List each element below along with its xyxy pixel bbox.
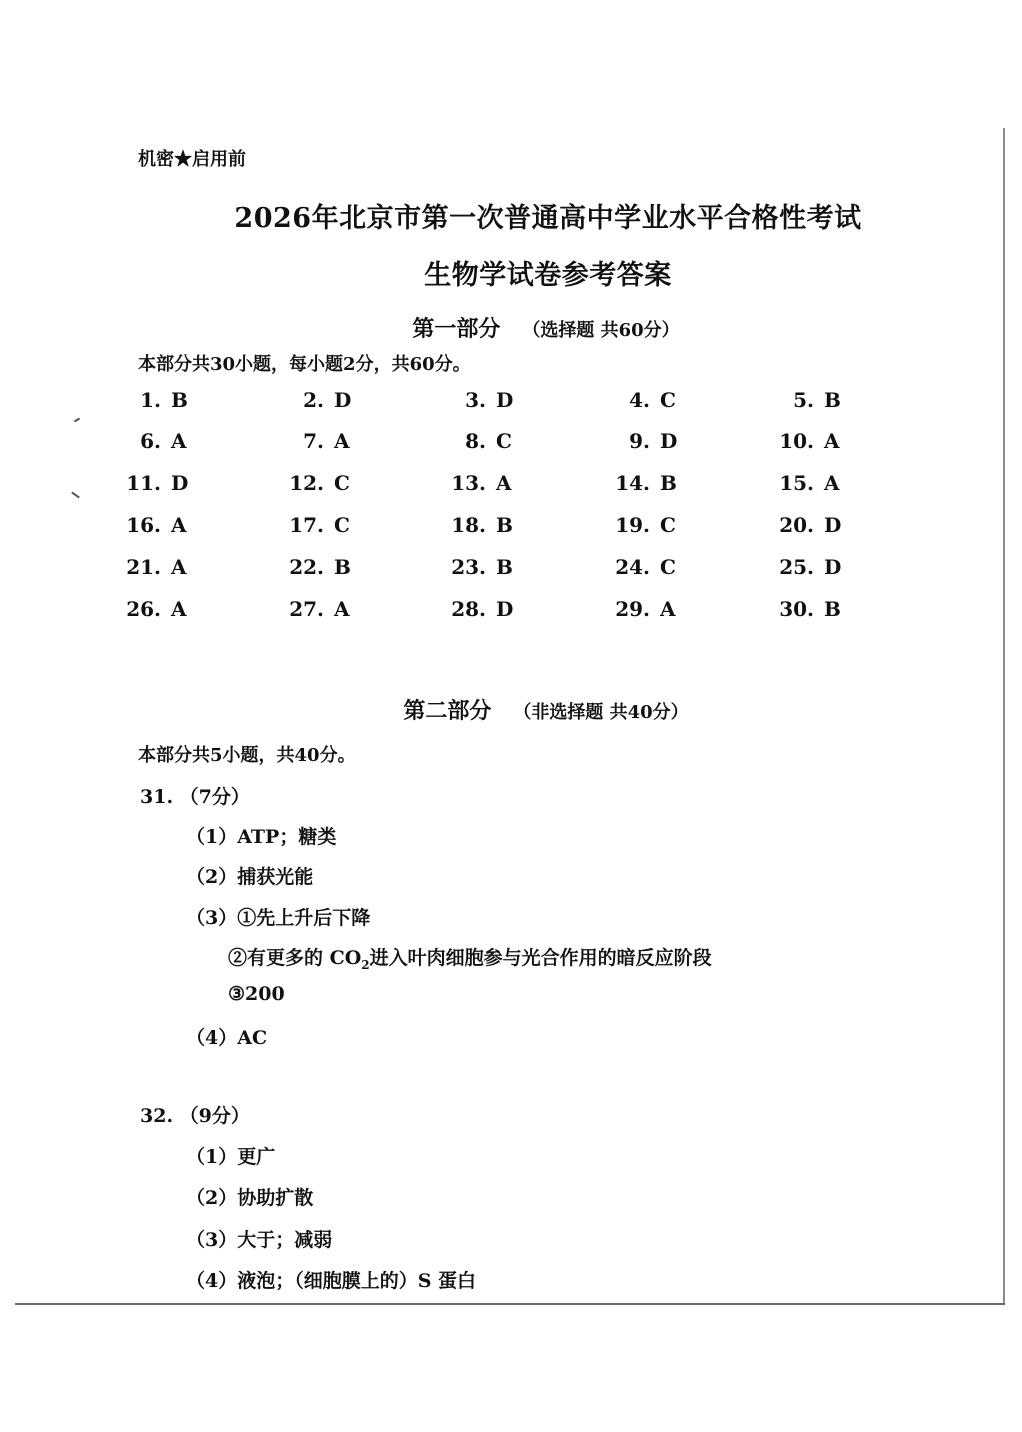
choice-answer: [440, 388, 513, 412]
choice-answer: [768, 513, 841, 537]
page-subtitle: 生物学试卷参考答案: [424, 260, 672, 291]
question-number: 29.: [615, 597, 650, 621]
question-number: 2.: [303, 388, 324, 412]
choice-answer: [604, 471, 677, 495]
answer-letter: B: [496, 513, 513, 537]
question-number: 20.: [779, 513, 814, 537]
choice-answer: [604, 513, 676, 537]
answer-letter: C: [334, 513, 350, 537]
choice-answer: [278, 429, 350, 453]
answer-letter: B: [171, 388, 188, 412]
part2-name: 第二部分: [403, 698, 492, 724]
answer-letter: D: [334, 388, 352, 412]
choice-answer: [115, 555, 187, 579]
answer-letter: A: [171, 597, 187, 621]
question-number: 7.: [303, 429, 324, 453]
answer-letter: D: [824, 555, 842, 579]
answer-letter: B: [496, 555, 513, 579]
answer-letter: B: [824, 597, 841, 621]
choice-answer: [604, 597, 676, 621]
page-bottom-border: [15, 1303, 1005, 1305]
answer-letter: C: [334, 471, 350, 495]
q31-heading: 31. （7分）: [140, 786, 250, 808]
choice-answer: [440, 597, 513, 621]
answer-letter: A: [171, 429, 187, 453]
confidential-label: 机密★启用前: [138, 149, 246, 170]
choice-answer: [768, 471, 840, 495]
choice-answer: [604, 388, 676, 412]
question-number: 13.: [451, 471, 486, 495]
q31-answer-2: （2）捕获光能: [186, 866, 314, 888]
question-number: 10.: [779, 429, 814, 453]
question-number: 17.: [289, 513, 324, 537]
answer-letter: A: [334, 429, 350, 453]
question-number: 28.: [451, 597, 486, 621]
question-number: 14.: [615, 471, 650, 495]
choice-answer: [115, 388, 188, 412]
question-number: 6.: [140, 429, 161, 453]
question-number: 5.: [793, 388, 814, 412]
question-number: 30.: [779, 597, 814, 621]
choice-answer: [604, 429, 677, 453]
q31-answer-4: （4）AC: [186, 1027, 268, 1049]
answer-letter: A: [496, 471, 512, 495]
question-number: 12.: [289, 471, 324, 495]
q31-answer-1: （1）ATP；糖类: [186, 826, 337, 848]
choice-answer: [278, 555, 351, 579]
choice-answer: [278, 513, 350, 537]
answer-letter: A: [824, 471, 840, 495]
choice-answer: [115, 597, 187, 621]
choice-answer: [440, 429, 512, 453]
question-number: 26.: [126, 597, 161, 621]
part1-name: 第一部分: [412, 316, 501, 342]
q32-heading: 32. （9分）: [140, 1105, 250, 1127]
part2-heading: [0, 694, 1022, 725]
choice-answer: [115, 471, 188, 495]
question-number: 8.: [465, 429, 486, 453]
answer-letter: A: [171, 555, 187, 579]
choice-answer: [278, 471, 350, 495]
q32-answer-1: （1）更广: [186, 1146, 276, 1168]
answer-letter: D: [496, 597, 514, 621]
question-number: 23.: [451, 555, 486, 579]
answer-letter: A: [660, 597, 676, 621]
question-number: 21.: [126, 555, 161, 579]
choice-answer: [115, 429, 187, 453]
choice-answer: [115, 513, 187, 537]
answer-letter: A: [171, 513, 187, 537]
choice-answer: [768, 388, 841, 412]
choice-answer: [278, 597, 350, 621]
answer-letter: B: [660, 471, 677, 495]
scan-speck: [74, 418, 80, 423]
q31-answer-3-3: ③200: [228, 983, 285, 1005]
question-number: 4.: [629, 388, 650, 412]
part1-instructions: 本部分共30小题，每小题2分，共60分。: [138, 354, 471, 375]
answer-letter: D: [171, 471, 189, 495]
choice-answer: [768, 429, 840, 453]
part2-instructions: 本部分共5小题，共40分。: [138, 745, 356, 766]
answer-letter: B: [824, 388, 841, 412]
question-number: 25.: [779, 555, 814, 579]
question-number: 15.: [779, 471, 814, 495]
choice-answer: [440, 513, 513, 537]
question-number: 3.: [465, 388, 486, 412]
q32-answer-4: （4）液泡；（细胞膜上的）S 蛋白: [186, 1270, 477, 1292]
answer-letter: B: [334, 555, 351, 579]
question-number: 9.: [629, 429, 650, 453]
answer-letter: C: [660, 555, 676, 579]
q32-answer-2: （2）协助扩散: [186, 1187, 314, 1209]
question-number: 18.: [451, 513, 486, 537]
q31-answer-3-2-part-a: ②有更多的 CO: [228, 947, 362, 969]
part1-score-note: （选择题 共60分）: [522, 320, 680, 341]
q31-answer-3-2-part-b: 进入叶肉细胞参与光合作用的暗反应阶段: [369, 947, 712, 969]
part1-heading: [0, 312, 1022, 343]
q31-answer-3-2: [228, 943, 712, 972]
answer-letter: C: [660, 513, 676, 537]
choice-answer: [440, 555, 513, 579]
question-number: 1.: [140, 388, 161, 412]
answer-letter: D: [824, 513, 842, 537]
choice-answer: [768, 597, 841, 621]
question-number: 24.: [615, 555, 650, 579]
choice-answer: [278, 388, 351, 412]
question-number: 16.: [126, 513, 161, 537]
choice-answer: [768, 555, 841, 579]
answer-letter: C: [660, 388, 676, 412]
scan-speck: [71, 492, 80, 499]
question-number: 19.: [615, 513, 650, 537]
answer-letter: A: [334, 597, 350, 621]
question-number: 11.: [126, 471, 161, 495]
choice-answer: [440, 471, 512, 495]
answer-letter: D: [496, 388, 514, 412]
answer-letter: C: [496, 429, 512, 453]
answer-letter: A: [824, 429, 840, 453]
choice-answer: [604, 555, 676, 579]
co2-subscript: 2: [361, 957, 370, 972]
question-number: 27.: [289, 597, 324, 621]
answer-letter: D: [660, 429, 678, 453]
page-title: 2026年北京市第一次普通高中学业水平合格性考试: [234, 203, 862, 234]
q32-answer-3: （3）大于；减弱: [186, 1229, 333, 1251]
question-number: 22.: [289, 555, 324, 579]
part2-score-note: （非选择题 共40分）: [513, 702, 689, 723]
q31-answer-3: （3）①先上升后下降: [186, 907, 371, 929]
